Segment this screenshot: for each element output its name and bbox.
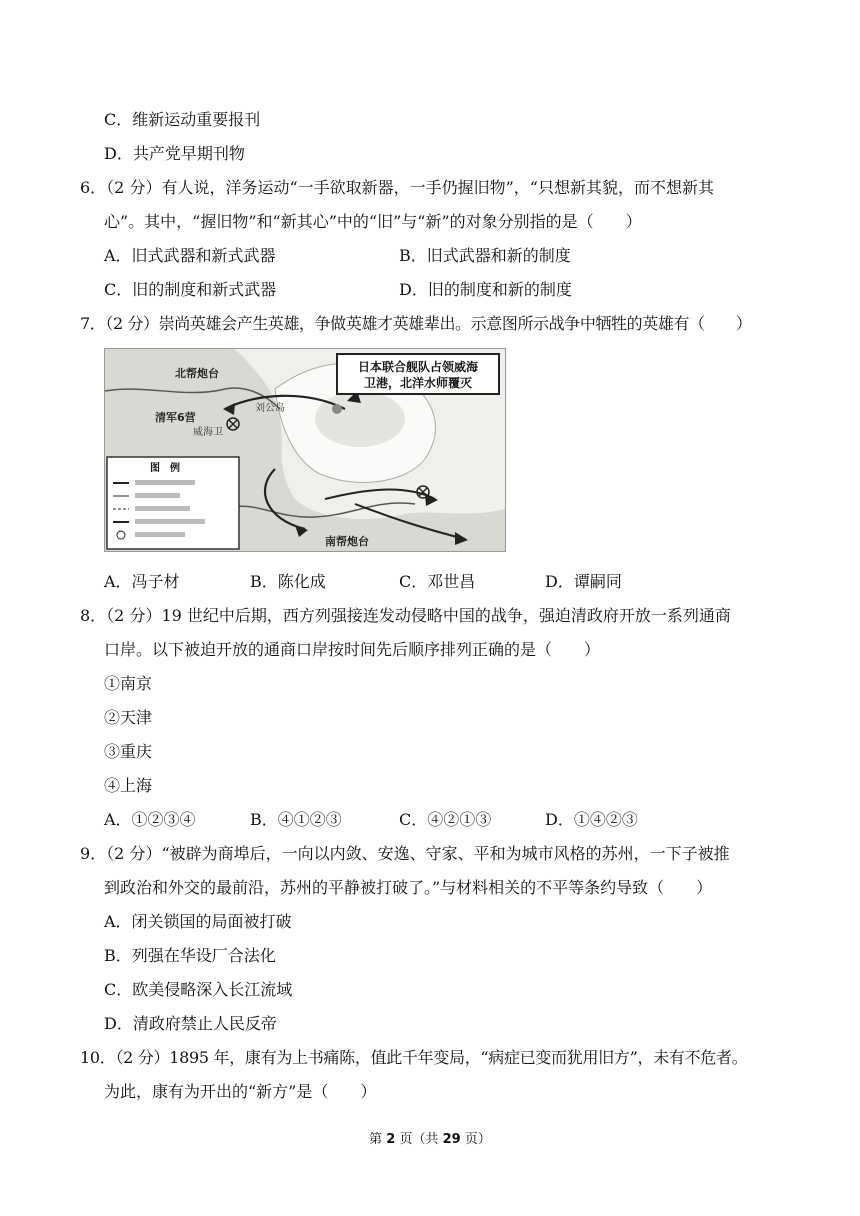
q7-option-c: C．邓世昌 — [399, 572, 476, 591]
q8-stem-line1: 8．（2 分）19 世纪中后期，西方列强接连发动侵略中国的战争，强迫清政府开放一系列通商 — [80, 606, 731, 625]
q5-option-c: C．维新运动重要报刊 — [104, 110, 261, 129]
page-footer — [0, 1128, 860, 1147]
q9-option-a: A．闭关锁国的局面被打破 — [104, 912, 292, 931]
q8-option-b: B．④①②③ — [250, 810, 342, 829]
footer-total-pages: 29 — [442, 1132, 461, 1147]
map-label-north-fort: 北帮炮台 — [175, 367, 219, 380]
q6-option-a: A．旧式武器和新式武器 — [104, 246, 276, 265]
q8-item-1: ①南京 — [104, 674, 153, 693]
war-map-svg — [105, 349, 505, 551]
q10-stem-line1: 10．（2 分）1895 年，康有为上书痛陈，值此千年变局，“病症已变而犹用旧方”，未有不危者。 — [80, 1048, 748, 1067]
q5-option-d: D．共产党早期刊物 — [104, 144, 245, 163]
map-label-liugong: 刘公岛 — [255, 403, 285, 414]
q7-option-a: A．冯子材 — [104, 572, 180, 591]
q6-stem-line2: 心”。其中，“握旧物”和“新其心”中的“旧”与“新”的对象分别指的是（ ） — [104, 212, 642, 231]
q7-option-b: B．陈化成 — [250, 572, 326, 591]
q8-option-d: D．①④②③ — [545, 810, 638, 829]
q9-option-d: D．清政府禁止人民反帝 — [104, 1014, 277, 1033]
q6-option-d: D．旧的制度和新的制度 — [399, 280, 572, 299]
footer-prefix: 第 — [369, 1132, 387, 1147]
map-label-weihai: 威海卫 — [193, 427, 223, 438]
q8-item-3: ③重庆 — [104, 742, 153, 761]
q8-option-a: A．①②③④ — [104, 810, 196, 829]
map-legend-title: 图 例 — [150, 463, 180, 474]
q9-stem-line2: 到政治和外交的最前沿，苏州的平静被打破了。”与材料相关的不平等条约导致（ ） — [104, 878, 713, 897]
q8-item-4: ④上海 — [104, 776, 153, 795]
q9-option-c: C．欧美侵略深入长江流域 — [104, 980, 293, 999]
q10-stem-line2: 为此，康有为开出的“新方”是（ ） — [104, 1082, 377, 1101]
map-label-south-fort: 南帮炮台 — [325, 535, 369, 548]
footer-middle: 页（共 — [395, 1132, 443, 1147]
war-map-figure — [104, 348, 506, 552]
footer-suffix: 页） — [460, 1132, 491, 1147]
q7-stem: 7．（2 分）崇尚英雄会产生英雄，争做英雄才英雄辈出。示意图所示战争中牺牲的英雄有（ ） — [80, 314, 752, 333]
q9-option-b: B．列强在华设厂合法化 — [104, 946, 276, 965]
q6-stem-line1: 6．（2 分）有人说，洋务运动“一手欲取新器，一手仍握旧物”，“只想新其貌，而不想新其 — [80, 178, 714, 197]
map-callout-line1: 日本联合舰队占领威海 — [357, 360, 479, 374]
q7-option-d: D．谭嗣同 — [545, 572, 622, 591]
q8-stem-line2: 口岸。以下被迫开放的通商口岸按时间先后顺序排列正确的是（ ） — [104, 640, 601, 659]
q9-stem-line1: 9．（2 分）“被辟为商埠后，一向以内敛、安逸、守家、平和为城市风格的苏州，一下子被推 — [80, 844, 730, 863]
map-label-qing-camp: 清军6营 — [155, 411, 196, 424]
map-callout-line2: 卫港，北洋水师覆灭 — [363, 376, 473, 390]
q6-option-b: B．旧式武器和新的制度 — [399, 246, 571, 265]
footer-page-number: 2 — [386, 1132, 396, 1147]
q8-option-c: C．④②①③ — [399, 810, 492, 829]
q8-item-2: ②天津 — [104, 708, 153, 727]
q6-option-c: C．旧的制度和新式武器 — [104, 280, 277, 299]
